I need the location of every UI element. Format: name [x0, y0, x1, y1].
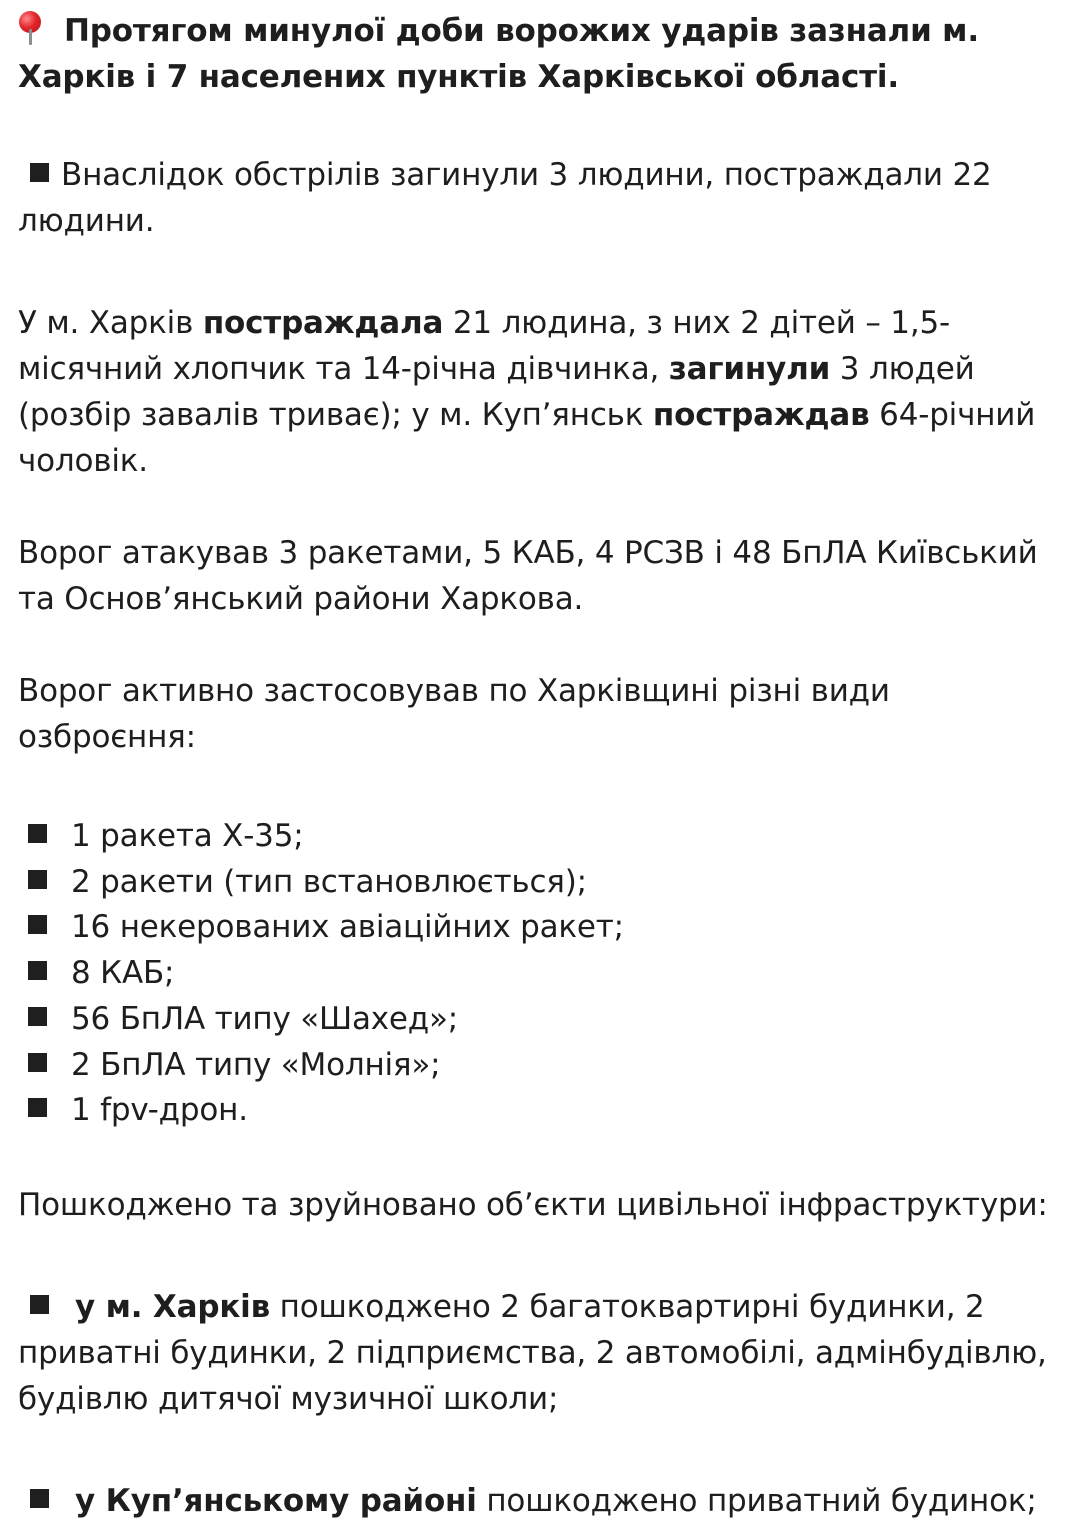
casualties-summary-text: Внаслідок обстрілів загинули 3 людини, постраждали 22 людини. — [18, 157, 992, 239]
details-bold-injured-kupiansk: постраждав — [652, 397, 870, 433]
weapon-label: 1 ракета Х-35; — [71, 818, 304, 854]
headline-text: Протягом минулої доби ворожих ударів зазнали м. Харків і 7 населених пунктів Харківської області. — [18, 13, 979, 95]
weapon-label: 16 некерованих авіаційних ракет; — [71, 909, 624, 946]
damage-description: пошкоджено приватний будинок; — [476, 1482, 1037, 1519]
list-item — [18, 814, 1068, 860]
weapon-label: 2 ракети (тип встановлюється); — [71, 863, 587, 900]
details-text-3: 3 людей (розбір завалів триває); у м. Куп’янськ — [18, 351, 975, 433]
damage-location-bold: у Куп’янському районі — [75, 1482, 477, 1519]
headline — [18, 8, 1068, 100]
black-small-square-icon — [28, 1053, 47, 1072]
black-small-square-icon — [28, 1098, 47, 1117]
message-post — [18, 8, 1068, 1524]
list-item — [18, 1043, 1068, 1089]
details-bold-killed: загинули — [668, 351, 831, 387]
weapon-label: 56 БпЛА типу «Шахед»; — [71, 1000, 459, 1037]
black-small-square-icon — [28, 961, 47, 980]
black-small-square-icon — [30, 1489, 49, 1508]
list-item — [18, 1088, 1068, 1134]
damage-item-kharkiv — [18, 1284, 1068, 1422]
damage-intro: Пошкоджено та зруйновано об’єкти цивільної інфраструктури: — [18, 1186, 1048, 1223]
black-small-square-icon — [30, 163, 49, 182]
black-small-square-icon — [30, 1295, 49, 1314]
attack-paragraph: Ворог атакував 3 ракетами, 5 КАБ, 4 РСЗВ і 48 БпЛА Київський та Основ’янський райони Харкова. — [18, 535, 1038, 617]
list-item — [18, 997, 1068, 1043]
details-text-2: 21 людина, з них 2 дітей – 1,5-місячний хлопчик та 14-річна дівчинка, — [18, 305, 950, 387]
casualties-summary — [18, 152, 1068, 244]
black-small-square-icon — [28, 915, 47, 934]
black-small-square-icon — [28, 1007, 47, 1026]
black-small-square-icon — [28, 824, 47, 843]
list-item — [18, 860, 1068, 906]
details-text-4: 64-річний чоловік. — [18, 397, 1036, 479]
damage-description: пошкоджено 2 багатоквартирні будинки, 2 приватні будинки, 2 підприємства, 2 автомобілі, адмінбудівлю, будівлю дитячої музичної школи; — [18, 1288, 1047, 1417]
details-bold-injured: постраждала — [202, 305, 444, 341]
list-item — [18, 951, 1068, 997]
damage-location-bold: у м. Харків — [75, 1288, 271, 1325]
kharkiv-details — [18, 300, 1068, 484]
details-text-1: У м. Харків — [18, 305, 203, 341]
black-small-square-icon — [28, 870, 47, 889]
damage-item-kupiansk-district — [18, 1478, 1068, 1524]
weapons-intro: Ворог активно застосовував по Харківщині різні види озброєння: — [18, 673, 890, 755]
round-pushpin-icon — [18, 11, 44, 45]
weapon-label: 1 fpv-дрон. — [71, 1092, 248, 1129]
weapons-list — [18, 814, 1068, 1134]
weapon-label: 8 КАБ; — [71, 955, 175, 992]
list-item — [18, 905, 1068, 951]
weapon-label: 2 БпЛА типу «Молнія»; — [71, 1046, 441, 1083]
